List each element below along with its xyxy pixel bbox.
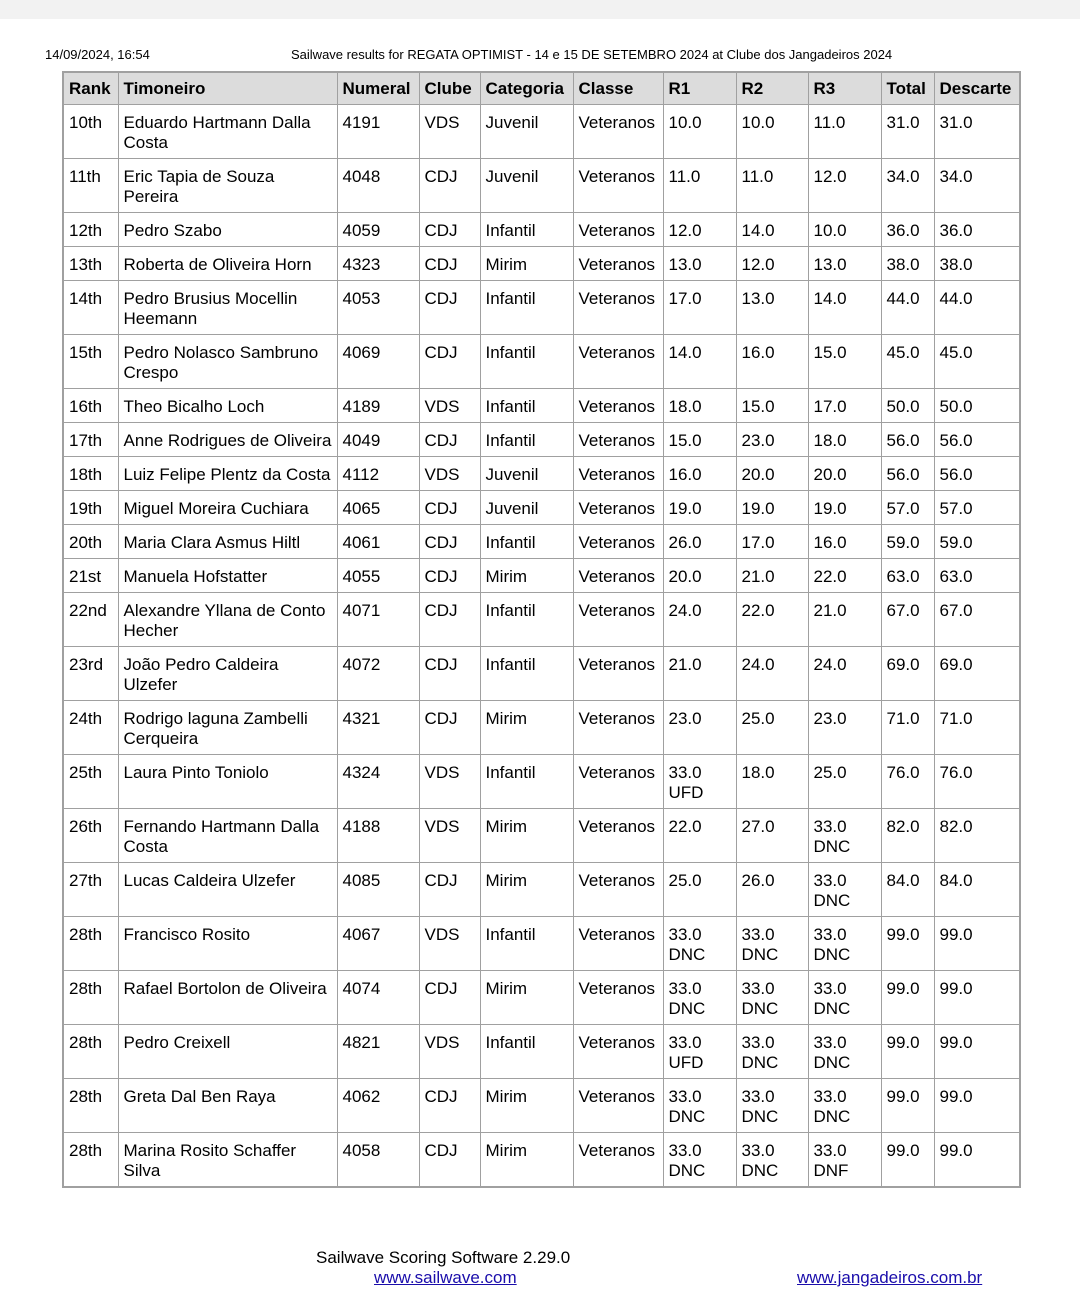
cell-categoria: Infantil	[480, 593, 573, 647]
cell-total: 31.0	[881, 105, 934, 159]
cell-numeral: 4191	[337, 105, 419, 159]
cell-r3: 14.0	[808, 281, 881, 335]
cell-descarte: 99.0	[934, 1133, 1020, 1188]
table-row	[63, 755, 1020, 809]
cell-categoria: Mirim	[480, 701, 573, 755]
cell-r1: 25.0	[663, 863, 736, 917]
cell-numeral: 4062	[337, 1079, 419, 1133]
cell-categoria: Infantil	[480, 525, 573, 559]
cell-rank: 21st	[63, 559, 118, 593]
column-header-total: Total	[881, 72, 934, 105]
cell-rank: 11th	[63, 159, 118, 213]
cell-timoneiro: Pedro Brusius Mocellin Heemann	[118, 281, 337, 335]
table-header-row	[63, 72, 1020, 105]
cell-classe: Veteranos	[573, 491, 663, 525]
cell-clube: CDJ	[419, 863, 480, 917]
cell-numeral: 4067	[337, 917, 419, 971]
cell-descarte: 99.0	[934, 971, 1020, 1025]
cell-r3: 33.0 DNC	[808, 863, 881, 917]
cell-clube: CDJ	[419, 525, 480, 559]
cell-numeral: 4049	[337, 423, 419, 457]
table-row	[63, 525, 1020, 559]
cell-r3: 12.0	[808, 159, 881, 213]
cell-rank: 28th	[63, 917, 118, 971]
cell-r3: 22.0	[808, 559, 881, 593]
jangadeiros-link[interactable]: www.jangadeiros.com.br	[797, 1268, 983, 1287]
cell-rank: 13th	[63, 247, 118, 281]
cell-total: 56.0	[881, 457, 934, 491]
cell-r1: 13.0	[663, 247, 736, 281]
cell-classe: Veteranos	[573, 247, 663, 281]
cell-r2: 17.0	[736, 525, 808, 559]
cell-descarte: 63.0	[934, 559, 1020, 593]
cell-total: 56.0	[881, 423, 934, 457]
cell-r1: 12.0	[663, 213, 736, 247]
cell-r1: 11.0	[663, 159, 736, 213]
cell-r2: 14.0	[736, 213, 808, 247]
cell-timoneiro: Greta Dal Ben Raya	[118, 1079, 337, 1133]
cell-clube: CDJ	[419, 647, 480, 701]
cell-numeral: 4059	[337, 213, 419, 247]
cell-total: 34.0	[881, 159, 934, 213]
cell-categoria: Mirim	[480, 863, 573, 917]
cell-r1: 10.0	[663, 105, 736, 159]
cell-r2: 15.0	[736, 389, 808, 423]
cell-categoria: Mirim	[480, 247, 573, 281]
cell-r1: 33.0 DNC	[663, 971, 736, 1025]
cell-descarte: 99.0	[934, 1025, 1020, 1079]
cell-rank: 28th	[63, 971, 118, 1025]
cell-r2: 19.0	[736, 491, 808, 525]
column-header-r3: R3	[808, 72, 881, 105]
cell-categoria: Infantil	[480, 647, 573, 701]
cell-r3: 33.0 DNF	[808, 1133, 881, 1188]
cell-timoneiro: Miguel Moreira Cuchiara	[118, 491, 337, 525]
cell-classe: Veteranos	[573, 701, 663, 755]
cell-r2: 11.0	[736, 159, 808, 213]
cell-descarte: 71.0	[934, 701, 1020, 755]
cell-r3: 18.0	[808, 423, 881, 457]
cell-timoneiro: Roberta de Oliveira Horn	[118, 247, 337, 281]
cell-descarte: 45.0	[934, 335, 1020, 389]
cell-r2: 33.0 DNC	[736, 1079, 808, 1133]
cell-timoneiro: Alexandre Yllana de Conto Hecher	[118, 593, 337, 647]
cell-rank: 15th	[63, 335, 118, 389]
cell-rank: 20th	[63, 525, 118, 559]
cell-numeral: 4061	[337, 525, 419, 559]
cell-categoria: Infantil	[480, 755, 573, 809]
cell-timoneiro: Rafael Bortolon de Oliveira	[118, 971, 337, 1025]
cell-clube: CDJ	[419, 701, 480, 755]
cell-timoneiro: Rodrigo laguna Zambelli Cerqueira	[118, 701, 337, 755]
cell-timoneiro: Laura Pinto Toniolo	[118, 755, 337, 809]
cell-timoneiro: Eric Tapia de Souza Pereira	[118, 159, 337, 213]
cell-r2: 33.0 DNC	[736, 917, 808, 971]
cell-r1: 24.0	[663, 593, 736, 647]
cell-total: 99.0	[881, 971, 934, 1025]
cell-total: 38.0	[881, 247, 934, 281]
cell-categoria: Infantil	[480, 423, 573, 457]
cell-total: 76.0	[881, 755, 934, 809]
cell-classe: Veteranos	[573, 593, 663, 647]
cell-numeral: 4072	[337, 647, 419, 701]
table-row	[63, 491, 1020, 525]
table-row	[63, 389, 1020, 423]
cell-r3: 33.0 DNC	[808, 917, 881, 971]
cell-numeral: 4323	[337, 247, 419, 281]
cell-r1: 22.0	[663, 809, 736, 863]
column-header-classe: Classe	[573, 72, 663, 105]
cell-r2: 10.0	[736, 105, 808, 159]
cell-r2: 25.0	[736, 701, 808, 755]
cell-rank: 28th	[63, 1025, 118, 1079]
cell-descarte: 36.0	[934, 213, 1020, 247]
cell-rank: 10th	[63, 105, 118, 159]
cell-categoria: Mirim	[480, 1079, 573, 1133]
cell-timoneiro: Pedro Nolasco Sambruno Crespo	[118, 335, 337, 389]
cell-clube: VDS	[419, 809, 480, 863]
cell-clube: CDJ	[419, 159, 480, 213]
cell-classe: Veteranos	[573, 389, 663, 423]
cell-classe: Veteranos	[573, 647, 663, 701]
cell-numeral: 4053	[337, 281, 419, 335]
column-header-r1: R1	[663, 72, 736, 105]
cell-numeral: 4055	[337, 559, 419, 593]
sailwave-link[interactable]: www.sailwave.com	[374, 1268, 517, 1287]
cell-timoneiro: Anne Rodrigues de Oliveira	[118, 423, 337, 457]
column-header-timoneiro: Timoneiro	[118, 72, 337, 105]
cell-rank: 22nd	[63, 593, 118, 647]
cell-r2: 27.0	[736, 809, 808, 863]
cell-r3: 25.0	[808, 755, 881, 809]
cell-numeral: 4324	[337, 755, 419, 809]
cell-descarte: 82.0	[934, 809, 1020, 863]
cell-total: 44.0	[881, 281, 934, 335]
cell-rank: 16th	[63, 389, 118, 423]
cell-clube: CDJ	[419, 213, 480, 247]
cell-numeral: 4071	[337, 593, 419, 647]
cell-r2: 33.0 DNC	[736, 971, 808, 1025]
cell-numeral: 4065	[337, 491, 419, 525]
cell-r2: 18.0	[736, 755, 808, 809]
cell-descarte: 50.0	[934, 389, 1020, 423]
cell-classe: Veteranos	[573, 917, 663, 971]
cell-timoneiro: Lucas Caldeira Ulzefer	[118, 863, 337, 917]
cell-clube: CDJ	[419, 491, 480, 525]
cell-descarte: 56.0	[934, 457, 1020, 491]
cell-r3: 33.0 DNC	[808, 809, 881, 863]
cell-r3: 10.0	[808, 213, 881, 247]
cell-total: 82.0	[881, 809, 934, 863]
cell-timoneiro: Maria Clara Asmus Hiltl	[118, 525, 337, 559]
cell-classe: Veteranos	[573, 281, 663, 335]
cell-clube: CDJ	[419, 971, 480, 1025]
cell-r1: 33.0 DNC	[663, 1079, 736, 1133]
cell-r2: 23.0	[736, 423, 808, 457]
cell-descarte: 76.0	[934, 755, 1020, 809]
cell-r2: 33.0 DNC	[736, 1133, 808, 1188]
cell-classe: Veteranos	[573, 559, 663, 593]
cell-r2: 12.0	[736, 247, 808, 281]
cell-descarte: 38.0	[934, 247, 1020, 281]
cell-total: 50.0	[881, 389, 934, 423]
cell-numeral: 4189	[337, 389, 419, 423]
cell-categoria: Infantil	[480, 389, 573, 423]
cell-r3: 33.0 DNC	[808, 1079, 881, 1133]
table-row	[63, 1079, 1020, 1133]
cell-numeral: 4112	[337, 457, 419, 491]
browser-top-bar	[0, 0, 1080, 19]
table-body	[63, 105, 1020, 1188]
cell-total: 99.0	[881, 1079, 934, 1133]
cell-r1: 21.0	[663, 647, 736, 701]
cell-descarte: 67.0	[934, 593, 1020, 647]
column-header-categoria: Categoria	[480, 72, 573, 105]
cell-timoneiro: Luiz Felipe Plentz da Costa	[118, 457, 337, 491]
software-credit: Sailwave Scoring Software 2.29.0	[316, 1248, 571, 1267]
cell-r1: 16.0	[663, 457, 736, 491]
table-row	[63, 281, 1020, 335]
cell-clube: CDJ	[419, 281, 480, 335]
cell-r2: 21.0	[736, 559, 808, 593]
cell-rank: 19th	[63, 491, 118, 525]
cell-rank: 24th	[63, 701, 118, 755]
cell-rank: 25th	[63, 755, 118, 809]
cell-classe: Veteranos	[573, 863, 663, 917]
cell-total: 63.0	[881, 559, 934, 593]
cell-r3: 15.0	[808, 335, 881, 389]
cell-rank: 14th	[63, 281, 118, 335]
cell-total: 36.0	[881, 213, 934, 247]
cell-clube: VDS	[419, 389, 480, 423]
cell-r1: 33.0 DNC	[663, 917, 736, 971]
table-row	[63, 423, 1020, 457]
cell-timoneiro: Francisco Rosito	[118, 917, 337, 971]
cell-clube: VDS	[419, 105, 480, 159]
cell-descarte: 99.0	[934, 917, 1020, 971]
cell-clube: VDS	[419, 755, 480, 809]
cell-descarte: 59.0	[934, 525, 1020, 559]
table-row	[63, 917, 1020, 971]
table-row	[63, 1025, 1020, 1079]
cell-descarte: 56.0	[934, 423, 1020, 457]
cell-r1: 17.0	[663, 281, 736, 335]
cell-timoneiro: Pedro Szabo	[118, 213, 337, 247]
cell-r1: 23.0	[663, 701, 736, 755]
cell-r1: 14.0	[663, 335, 736, 389]
cell-classe: Veteranos	[573, 423, 663, 457]
cell-clube: CDJ	[419, 423, 480, 457]
table-row	[63, 559, 1020, 593]
cell-numeral: 4074	[337, 971, 419, 1025]
cell-r3: 33.0 DNC	[808, 1025, 881, 1079]
cell-clube: CDJ	[419, 559, 480, 593]
cell-r1: 19.0	[663, 491, 736, 525]
cell-numeral: 4821	[337, 1025, 419, 1079]
cell-clube: CDJ	[419, 1079, 480, 1133]
cell-r3: 11.0	[808, 105, 881, 159]
table-row	[63, 335, 1020, 389]
cell-clube: CDJ	[419, 335, 480, 389]
cell-categoria: Infantil	[480, 1025, 573, 1079]
cell-total: 99.0	[881, 1133, 934, 1188]
cell-r1: 18.0	[663, 389, 736, 423]
cell-r1: 20.0	[663, 559, 736, 593]
column-header-rank: Rank	[63, 72, 118, 105]
cell-r3: 23.0	[808, 701, 881, 755]
cell-r2: 13.0	[736, 281, 808, 335]
cell-timoneiro: Marina Rosito Schaffer Silva	[118, 1133, 337, 1188]
table-row	[63, 809, 1020, 863]
cell-r3: 21.0	[808, 593, 881, 647]
cell-r1: 33.0 DNC	[663, 1133, 736, 1188]
cell-numeral: 4321	[337, 701, 419, 755]
cell-categoria: Mirim	[480, 809, 573, 863]
cell-r1: 26.0	[663, 525, 736, 559]
cell-r3: 16.0	[808, 525, 881, 559]
table-row	[63, 647, 1020, 701]
cell-timoneiro: Theo Bicalho Loch	[118, 389, 337, 423]
cell-numeral: 4188	[337, 809, 419, 863]
cell-classe: Veteranos	[573, 809, 663, 863]
cell-categoria: Juvenil	[480, 105, 573, 159]
cell-total: 99.0	[881, 1025, 934, 1079]
cell-rank: 28th	[63, 1079, 118, 1133]
cell-categoria: Infantil	[480, 213, 573, 247]
cell-total: 59.0	[881, 525, 934, 559]
print-datetime: 14/09/2024, 16:54	[45, 47, 150, 62]
cell-total: 45.0	[881, 335, 934, 389]
table-row	[63, 701, 1020, 755]
cell-clube: CDJ	[419, 593, 480, 647]
cell-r1: 33.0 UFD	[663, 755, 736, 809]
cell-clube: VDS	[419, 457, 480, 491]
cell-r1: 15.0	[663, 423, 736, 457]
cell-r2: 26.0	[736, 863, 808, 917]
cell-total: 99.0	[881, 917, 934, 971]
table-row	[63, 863, 1020, 917]
cell-timoneiro: João Pedro Caldeira Ulzefer	[118, 647, 337, 701]
cell-r3: 24.0	[808, 647, 881, 701]
cell-categoria: Mirim	[480, 1133, 573, 1188]
cell-rank: 28th	[63, 1133, 118, 1188]
column-header-clube: Clube	[419, 72, 480, 105]
table-row	[63, 159, 1020, 213]
cell-classe: Veteranos	[573, 213, 663, 247]
cell-r3: 17.0	[808, 389, 881, 423]
cell-rank: 12th	[63, 213, 118, 247]
cell-r3: 33.0 DNC	[808, 971, 881, 1025]
cell-categoria: Infantil	[480, 281, 573, 335]
cell-total: 67.0	[881, 593, 934, 647]
cell-classe: Veteranos	[573, 1025, 663, 1079]
page-title: Sailwave results for REGATA OPTIMIST - 14 e 15 DE SETEMBRO 2024 at Clube dos Jangadeiros 2024	[291, 47, 893, 62]
cell-total: 71.0	[881, 701, 934, 755]
cell-clube: CDJ	[419, 1133, 480, 1188]
cell-numeral: 4048	[337, 159, 419, 213]
cell-timoneiro: Eduardo Hartmann Dalla Costa	[118, 105, 337, 159]
cell-descarte: 31.0	[934, 105, 1020, 159]
cell-numeral: 4069	[337, 335, 419, 389]
table-row	[63, 1133, 1020, 1188]
cell-classe: Veteranos	[573, 1079, 663, 1133]
cell-categoria: Infantil	[480, 917, 573, 971]
column-header-r2: R2	[736, 72, 808, 105]
cell-classe: Veteranos	[573, 335, 663, 389]
cell-classe: Veteranos	[573, 159, 663, 213]
cell-descarte: 44.0	[934, 281, 1020, 335]
cell-descarte: 57.0	[934, 491, 1020, 525]
table-row	[63, 247, 1020, 281]
cell-clube: VDS	[419, 1025, 480, 1079]
cell-total: 69.0	[881, 647, 934, 701]
cell-total: 57.0	[881, 491, 934, 525]
cell-descarte: 69.0	[934, 647, 1020, 701]
cell-r2: 22.0	[736, 593, 808, 647]
cell-clube: VDS	[419, 917, 480, 971]
cell-categoria: Juvenil	[480, 457, 573, 491]
cell-rank: 17th	[63, 423, 118, 457]
cell-r2: 20.0	[736, 457, 808, 491]
cell-r3: 13.0	[808, 247, 881, 281]
cell-categoria: Mirim	[480, 559, 573, 593]
cell-categoria: Juvenil	[480, 491, 573, 525]
cell-classe: Veteranos	[573, 971, 663, 1025]
cell-classe: Veteranos	[573, 457, 663, 491]
cell-clube: CDJ	[419, 247, 480, 281]
cell-r2: 16.0	[736, 335, 808, 389]
cell-descarte: 34.0	[934, 159, 1020, 213]
cell-rank: 23rd	[63, 647, 118, 701]
cell-rank: 18th	[63, 457, 118, 491]
table-row	[63, 593, 1020, 647]
cell-rank: 27th	[63, 863, 118, 917]
cell-categoria: Mirim	[480, 971, 573, 1025]
cell-descarte: 84.0	[934, 863, 1020, 917]
cell-total: 84.0	[881, 863, 934, 917]
table-row	[63, 971, 1020, 1025]
column-header-descarte: Descarte	[934, 72, 1020, 105]
cell-timoneiro: Fernando Hartmann Dalla Costa	[118, 809, 337, 863]
cell-classe: Veteranos	[573, 1133, 663, 1188]
cell-r3: 19.0	[808, 491, 881, 525]
cell-r3: 20.0	[808, 457, 881, 491]
cell-timoneiro: Pedro Creixell	[118, 1025, 337, 1079]
cell-timoneiro: Manuela Hofstatter	[118, 559, 337, 593]
cell-numeral: 4058	[337, 1133, 419, 1188]
table-row	[63, 105, 1020, 159]
cell-classe: Veteranos	[573, 105, 663, 159]
cell-r1: 33.0 UFD	[663, 1025, 736, 1079]
cell-descarte: 99.0	[934, 1079, 1020, 1133]
cell-numeral: 4085	[337, 863, 419, 917]
cell-categoria: Juvenil	[480, 159, 573, 213]
cell-r2: 24.0	[736, 647, 808, 701]
cell-classe: Veteranos	[573, 525, 663, 559]
results-table	[62, 71, 1021, 1188]
cell-rank: 26th	[63, 809, 118, 863]
cell-classe: Veteranos	[573, 755, 663, 809]
table-row	[63, 213, 1020, 247]
table-row	[63, 457, 1020, 491]
cell-r2: 33.0 DNC	[736, 1025, 808, 1079]
column-header-numeral: Numeral	[337, 72, 419, 105]
cell-categoria: Infantil	[480, 335, 573, 389]
